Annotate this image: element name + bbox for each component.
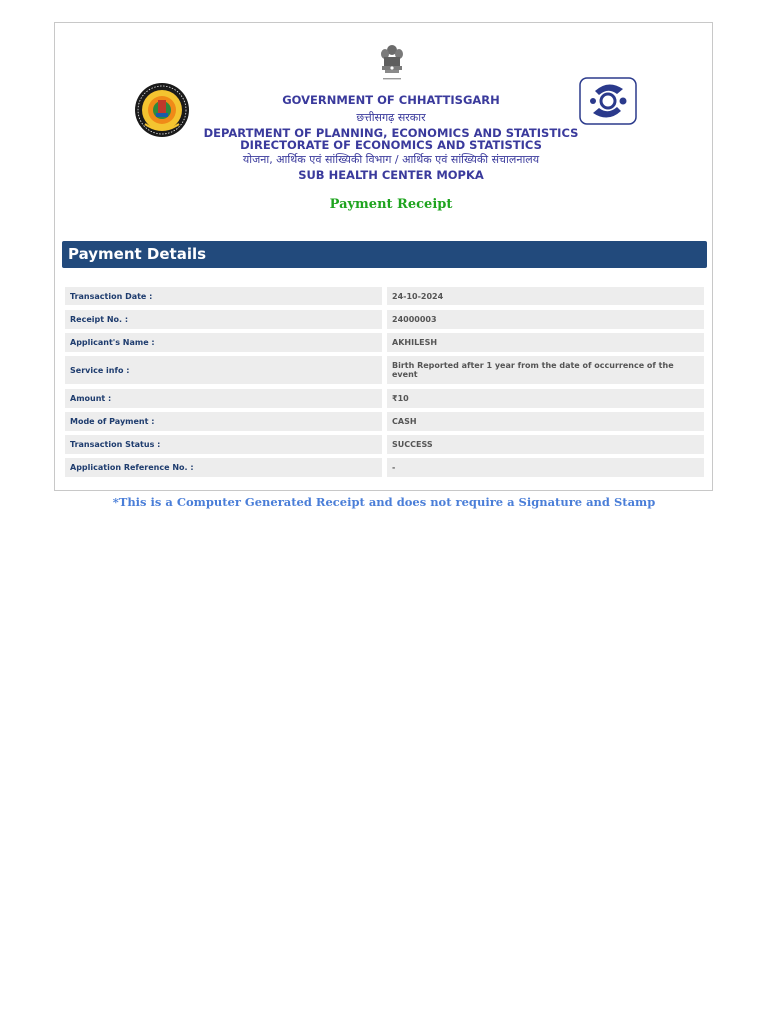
detail-row-application-reference [65, 458, 704, 477]
section-header: Payment Details [62, 241, 707, 268]
detail-label: Applicant's Name : [65, 333, 382, 352]
health-center-name: SUB HEALTH CENTER MOPKA [298, 168, 484, 182]
detail-row-service-info [65, 356, 704, 384]
detail-label: Application Reference No. : [65, 458, 382, 477]
receipt-title: Payment Receipt [329, 197, 453, 212]
detail-row-amount [65, 389, 704, 408]
government-name: GOVERNMENT OF CHHATTISGARH [282, 93, 500, 107]
detail-row-applicant-name [65, 333, 704, 352]
detail-label: Transaction Status : [65, 435, 382, 454]
government-name-hindi: छत्तीसगढ़ सरकार [356, 111, 426, 124]
detail-value: - [387, 458, 704, 477]
detail-label: Mode of Payment : [65, 412, 382, 431]
detail-row-transaction-status [65, 435, 704, 454]
detail-label: Service info : [65, 356, 382, 384]
detail-value: ₹10 [387, 389, 704, 408]
department-name: DEPARTMENT OF PLANNING, ECONOMICS AND STATISTICS [203, 126, 579, 140]
department-name-hindi: योजना, आर्थिक एवं सांख्यिकी विभाग / आर्थिक एवं सांख्यिकी संचालनालय [242, 153, 540, 166]
detail-value: 24-10-2024 [387, 287, 704, 305]
detail-label: Transaction Date : [65, 287, 382, 305]
detail-label: Amount : [65, 389, 382, 408]
detail-label: Receipt No. : [65, 310, 382, 329]
payment-receipt [54, 22, 713, 491]
detail-row-receipt-no [65, 310, 704, 329]
detail-value: SUCCESS [387, 435, 704, 454]
computer-generated-note: *This is a Computer Generated Receipt and does not require a Signature and Stamp [112, 495, 656, 509]
directorate-name: DIRECTORATE OF ECONOMICS AND STATISTICS [240, 138, 542, 152]
national-emblem-icon [378, 43, 406, 83]
detail-value: Birth Reported after 1 year from the date of occurrence of the event [387, 356, 704, 384]
detail-value: AKHILESH [387, 333, 704, 352]
detail-value: 24000003 [387, 310, 704, 329]
detail-row-transaction-date [65, 287, 704, 305]
detail-value: CASH [387, 412, 704, 431]
detail-row-mode-of-payment [65, 412, 704, 431]
